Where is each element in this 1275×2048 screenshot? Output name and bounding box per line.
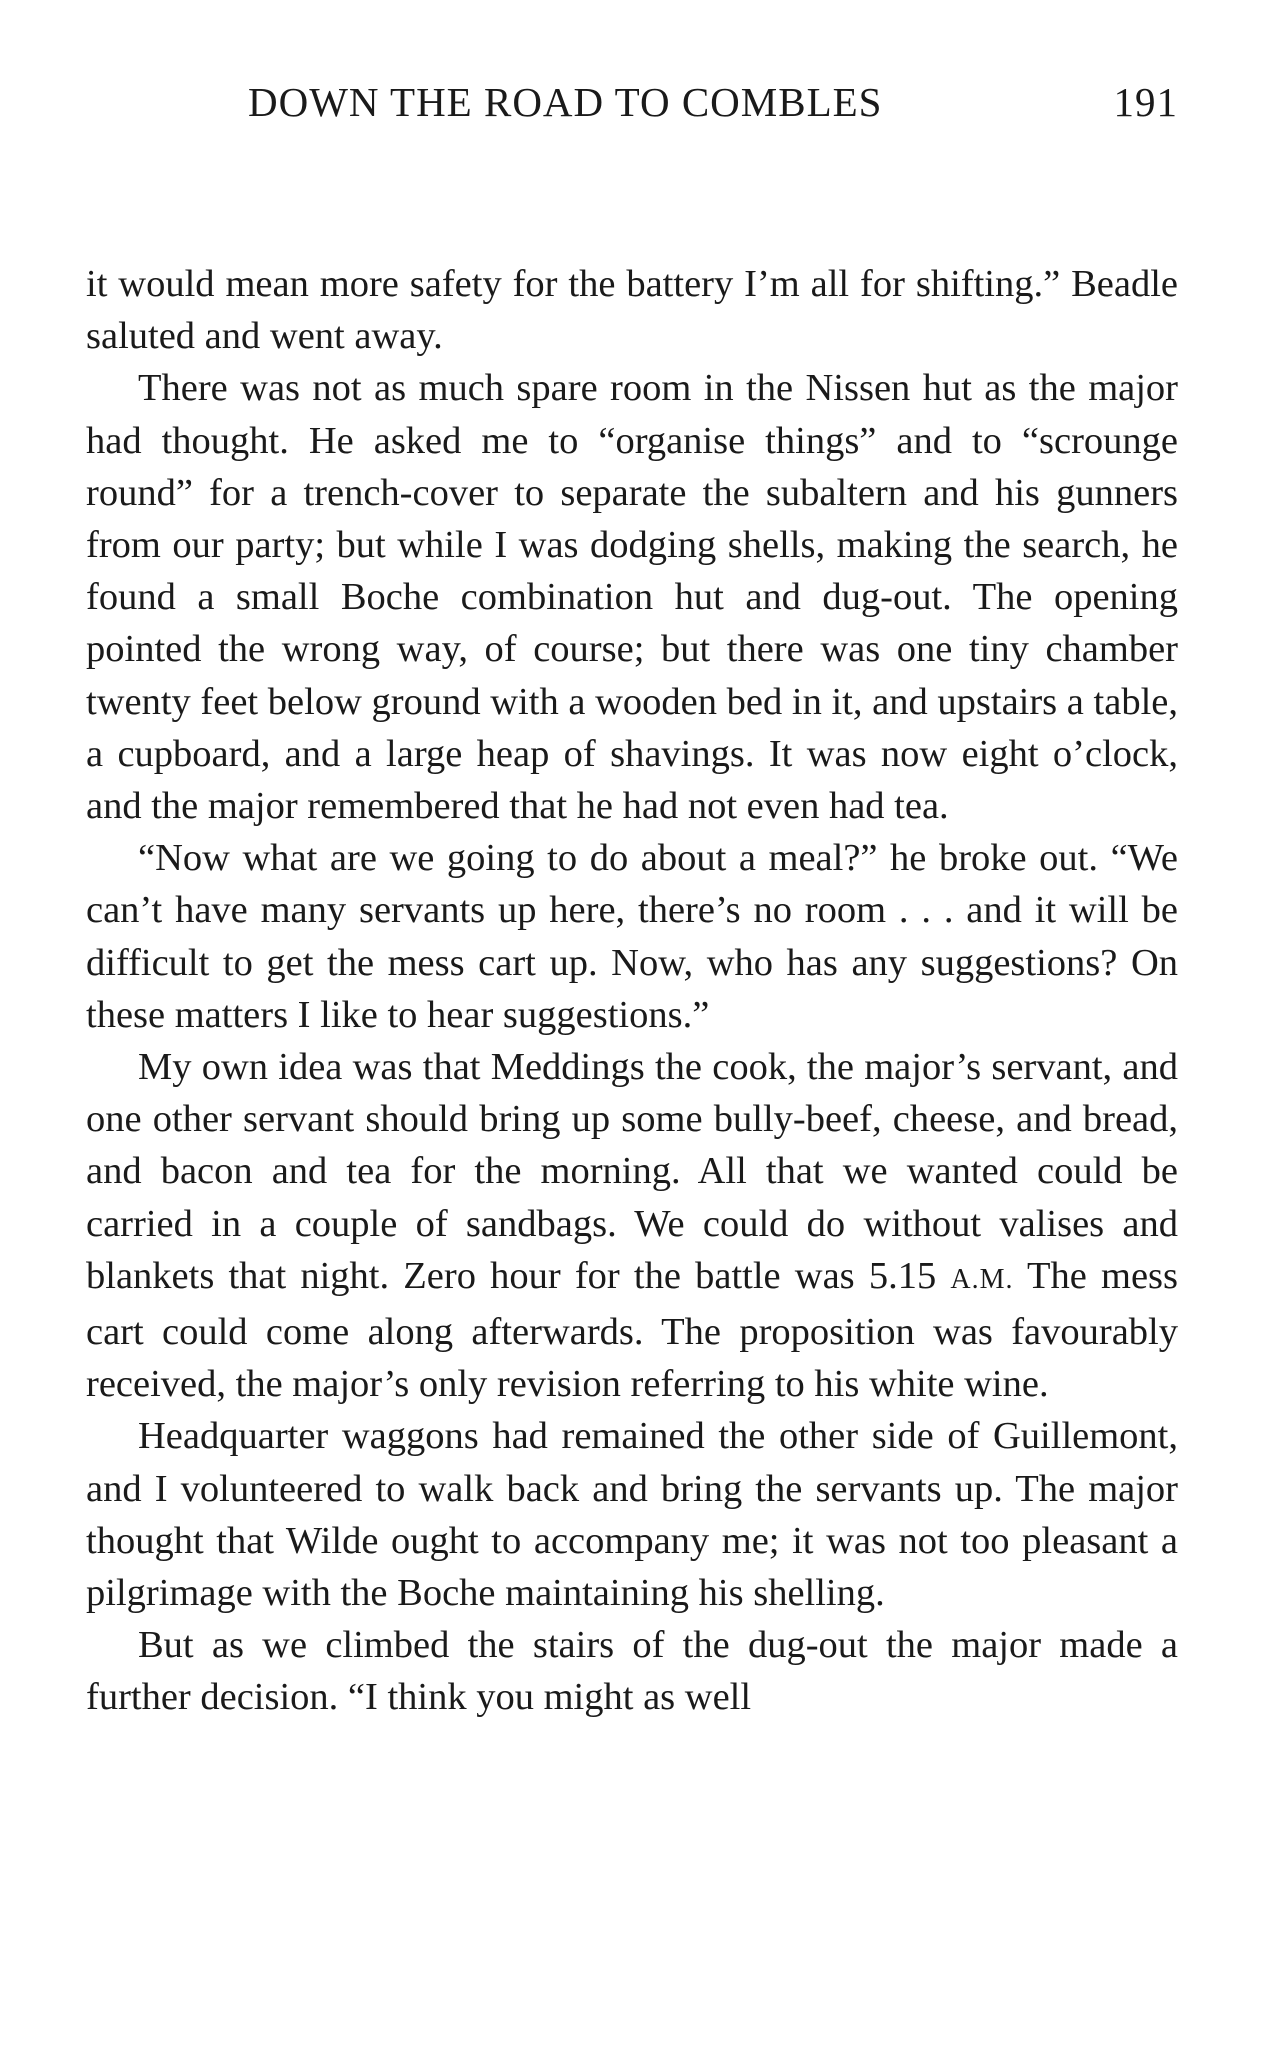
running-title: DOWN THE ROAD TO COMBLES [248,79,883,125]
paragraph-continued: it would mean more safety for the battery I’m all for shifting.” Beadle saluted and went away. [86,263,1178,358]
running-head [86,78,1178,130]
paragraph-own-idea-part1: My own idea was that Meddings the cook, the major’s servant, and one other servant should bring up some bully-beef, cheese, and bread, and bacon and tea for the morning. All that we wanted could be carried in a couple of sandbags. We could do without valises and blankets that night. Zero hour for the battle was 5.15 [86,1046,1178,1297]
paragraph-headquarter-waggons: Headquarter waggons had remained the other side of Guillemont, and I volunteered to walk back and bring the servants up. The major thought that Wilde ought to accompany me; it was not too pleasant a pilgrimage with the Boche maintaining his shelling. [86,1415,1178,1615]
book-page [86,78,1178,1724]
paragraph-nissen-hut: There was not as much spare room in the Nissen hut as the major had thought. He asked me to “organise things” and to “scrounge round” for a trench-cover to separate the subaltern and his gunners from our party; but while I was dodging shells, making the search, he found a small Boche combination hut and dug-out. The opening pointed the wrong way, of course; but there was one tiny chamber twenty feet below ground with a wooden bed in it, and upstairs a table, a cupboard, and a large heap of shavings. It was now eight o’clock, and the major remembered that he had not even had tea. [86,367,1178,828]
time-abbreviation: A.M. [950,1263,1014,1295]
paragraph-dug-out-stairs: But as we climbed the stairs of the dug-out the major made a further decision. “I think you might as well [86,1624,1178,1719]
paragraph-own-idea [86,1041,1178,1410]
page-number: 191 [1113,79,1178,125]
paragraph-meal-question: “Now what are we going to do about a meal?” he broke out. “We can’t have many servants up here, there’s no room . . . and it will be difficult to get the mess cart up. Now, who has any suggestions? On these matters I like to hear suggestions.” [86,837,1178,1036]
body-text [86,258,1178,1724]
paragraph-own-idea-part2: The mess cart could come along afterwards. The proposition was favourably received, the major’s only revision referring to his white wine. [86,1254,1179,1406]
